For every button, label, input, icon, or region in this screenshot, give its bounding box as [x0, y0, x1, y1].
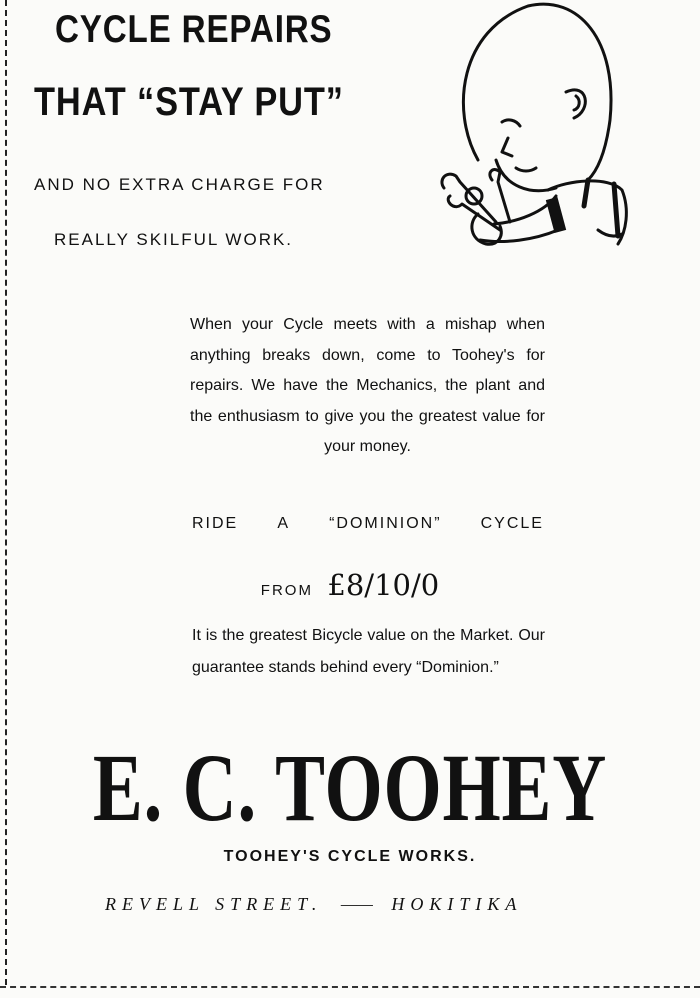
price-value: £8/10/0	[327, 568, 440, 602]
ride-dominion-line	[192, 515, 544, 533]
street-name: REVELL STREET.	[105, 894, 323, 914]
guarantee-paragraph: It is the greatest Bicycle value on the Market. Our guarantee stands behind every “Dominion.”	[192, 627, 545, 676]
subhead-line-2: REALLY SKILFUL WORK.	[54, 230, 294, 249]
ride-word: RIDE	[192, 515, 239, 532]
headline-line-2: THAT “STAY PUT”	[34, 80, 344, 124]
address-dash: ——	[340, 894, 373, 914]
dominion-word: “DOMINION”	[329, 515, 442, 532]
town-name: HOKITIKA	[391, 894, 523, 914]
headline-line-1: CYCLE REPAIRS	[55, 8, 333, 51]
body-paragraph: When your Cycle meets with a mishap when anything breaks down, come to Toohey's for repairs. We have the Mechanics, the plant and the enthusiasm to give you the greatest value for your money.	[190, 316, 545, 455]
mechanic-with-spanner-icon	[438, 0, 630, 258]
from-label: FROM	[260, 582, 313, 599]
left-border-rule	[5, 0, 7, 985]
ride-article: A	[277, 515, 290, 532]
business-name: E. C. TOOHEY	[92, 734, 608, 841]
works-name: TOOHEY'S CYCLE WORKS.	[223, 848, 477, 865]
subhead-line-1: AND NO EXTRA CHARGE FOR	[34, 175, 325, 194]
price-line	[0, 568, 700, 602]
cycle-word: CYCLE	[480, 515, 544, 532]
bottom-border-rule	[0, 986, 700, 988]
address-line	[105, 894, 605, 915]
